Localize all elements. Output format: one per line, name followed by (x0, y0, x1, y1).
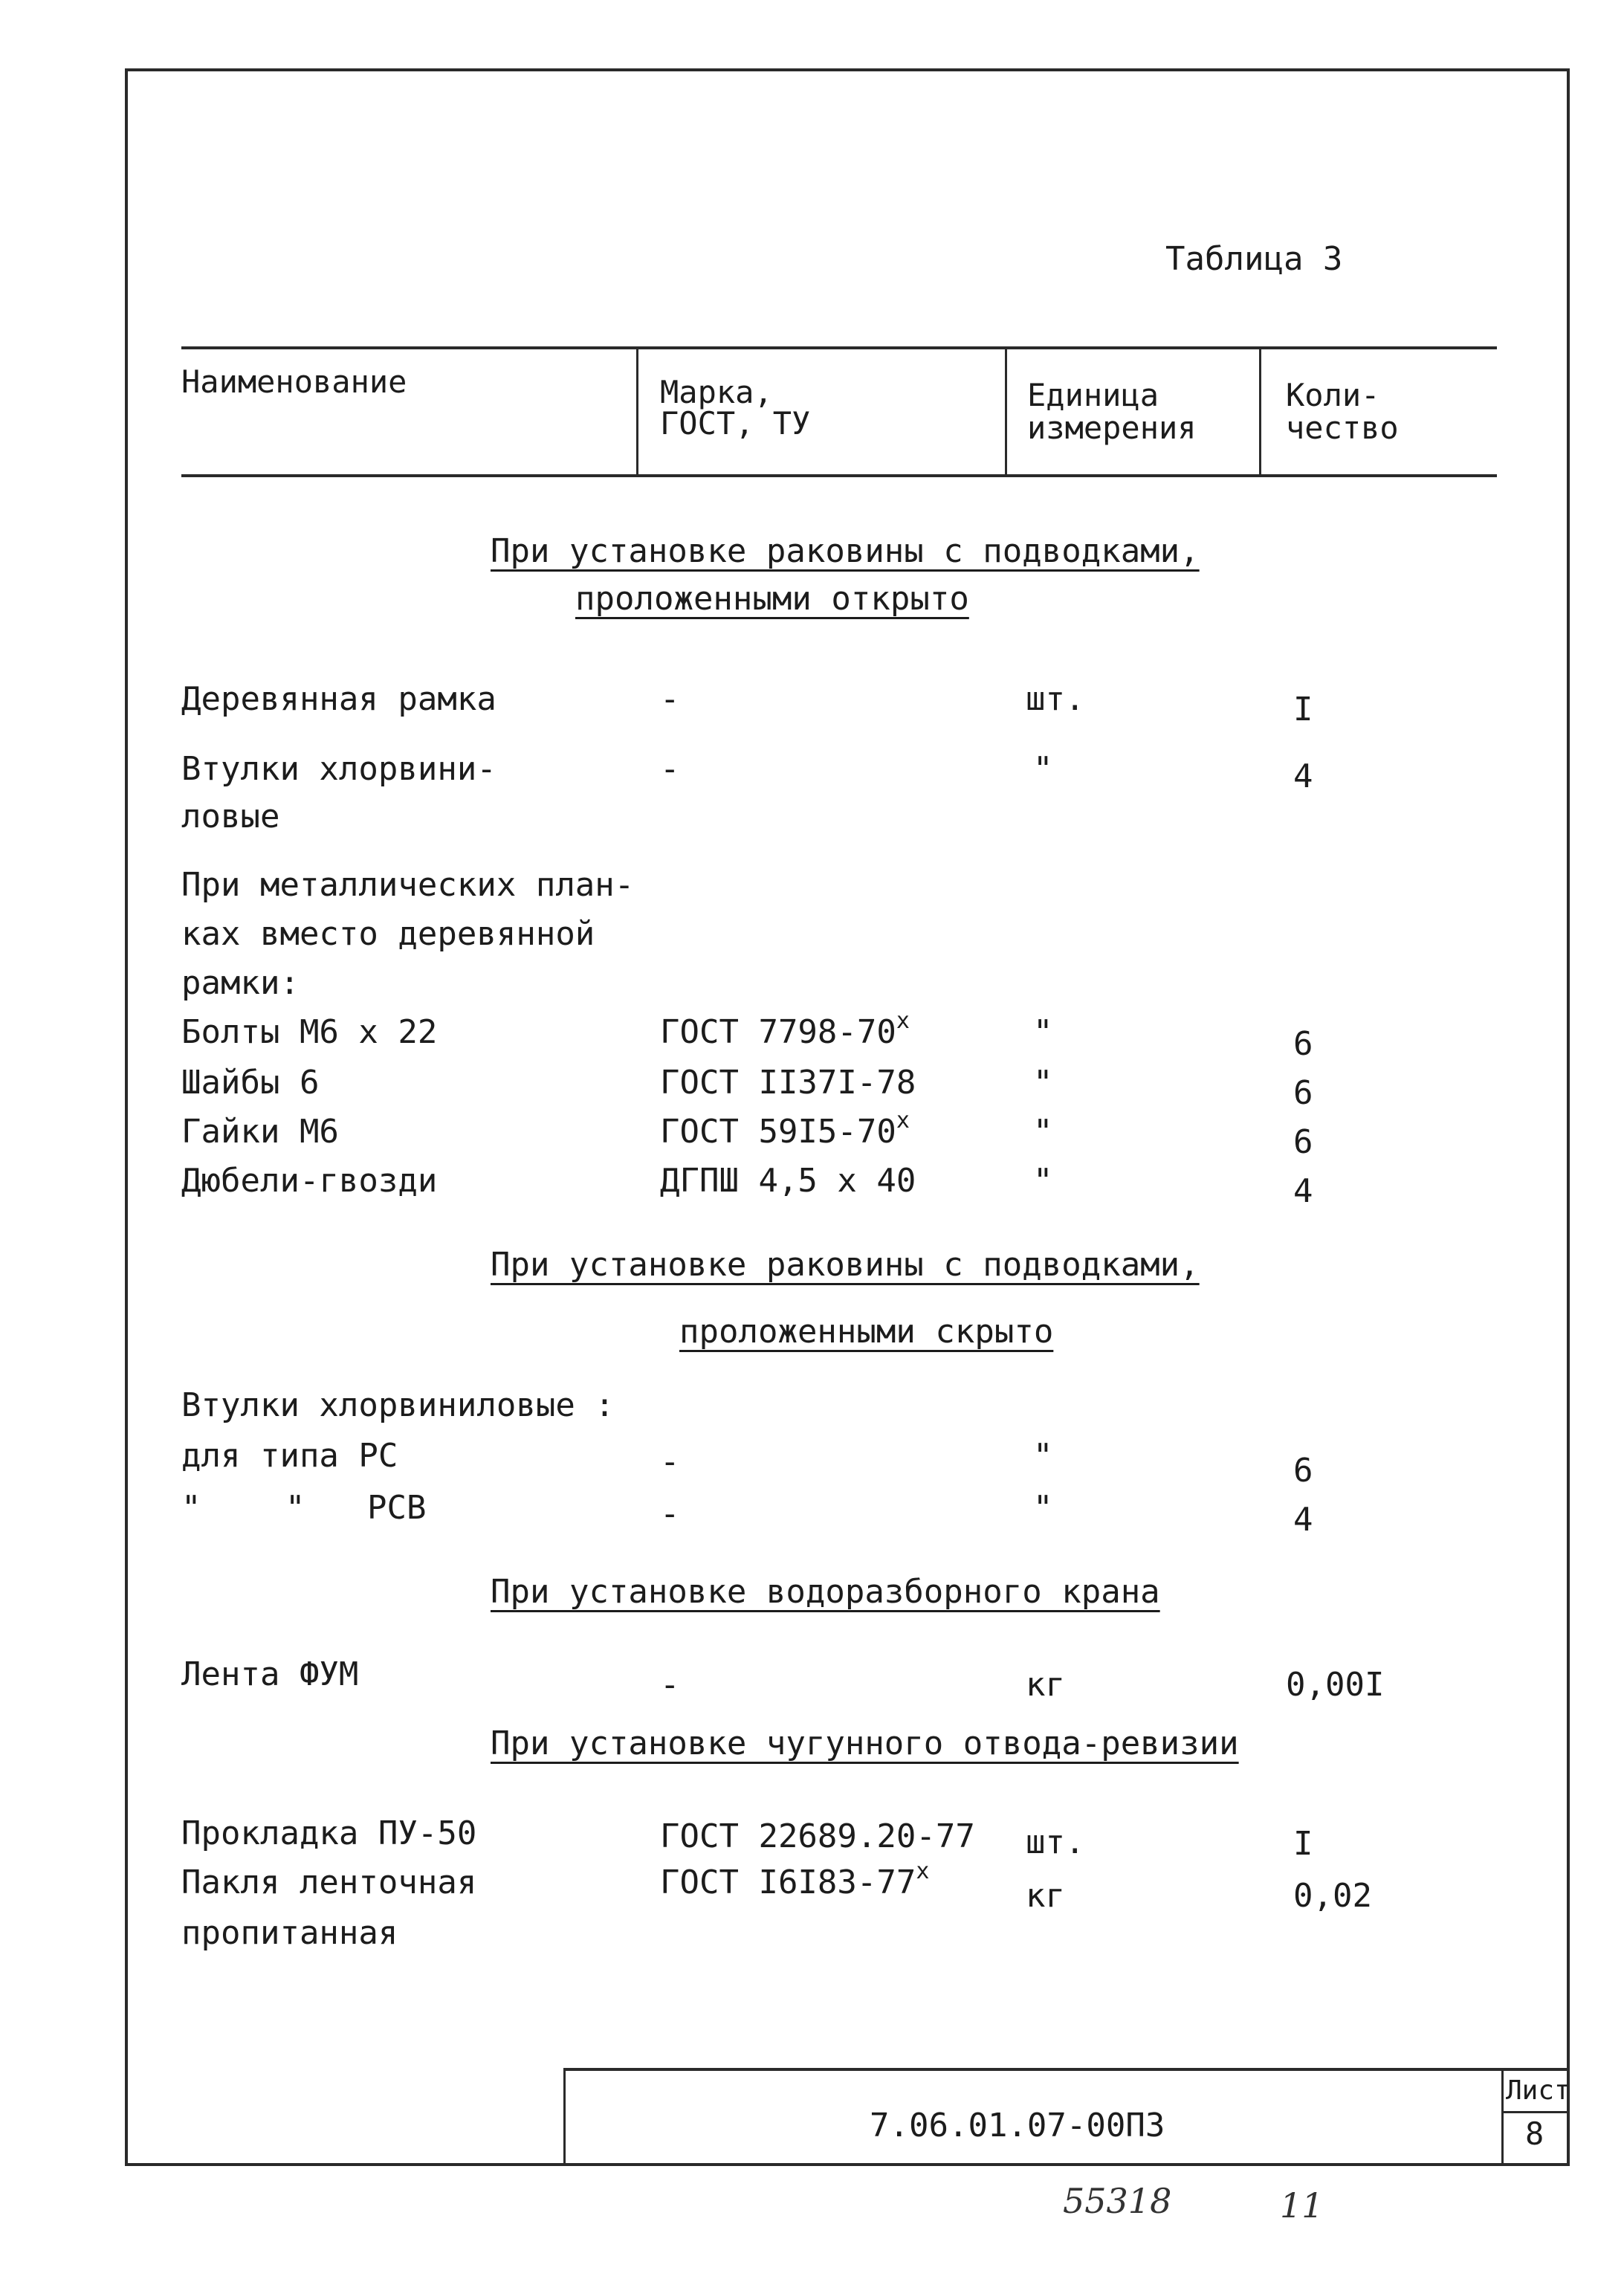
title-block-left-rule (563, 2068, 566, 2165)
row-note-cont: рамки: (181, 964, 300, 1002)
sheet-cell-rule (1501, 2111, 1568, 2113)
row-qty: 6 (1293, 1452, 1313, 1490)
section-title-cont: проложенными открыто (575, 580, 969, 618)
row-unit: шт. (1026, 680, 1085, 718)
section-title-cont: проложенными скрыто (679, 1313, 1054, 1351)
row-name: Дюбели-гвозди (181, 1162, 438, 1200)
section-title: При установке водоразборного крана (491, 1573, 1160, 1611)
row-mark-sup: x (916, 1858, 930, 1884)
row-name: Лента ФУМ (181, 1655, 359, 1693)
frame-right-border (1567, 68, 1570, 2166)
row-name-cont: пропитанная (181, 1914, 398, 1952)
title-block-top-rule (563, 2068, 1567, 2071)
header-name: Наименование (181, 363, 407, 400)
row-qty: I (1293, 1825, 1313, 1863)
row-mark-sup: x (896, 1008, 910, 1034)
row-name: Болты М6 х 22 (181, 1013, 438, 1051)
section-title: При установке раковины с подводками, (491, 532, 1200, 570)
header-divider-3 (1259, 346, 1261, 477)
title-block-sheet-divider (1501, 2068, 1504, 2165)
row-note: При металлических план- (181, 866, 635, 904)
row-mark: ГОСТ 59I5-70$^x$ (660, 1108, 910, 1151)
row-name: Пакля ленточная (181, 1864, 477, 1901)
row-qty: 4 (1293, 757, 1313, 795)
row-mark: ГОСТ 7798-70$^x$ (660, 1008, 910, 1051)
row-name-cont: ловые (181, 798, 280, 835)
frame-bottom-border (125, 2163, 1570, 2166)
document-designation: 7.06.01.07-00ПЗ (870, 2107, 1165, 2144)
row-unit: шт. (1026, 1823, 1085, 1861)
row-name: Деревянная рамка (181, 680, 496, 718)
row-ditto: " (285, 1489, 305, 1527)
header-divider-2 (1005, 346, 1007, 477)
sheet-number: 8 (1525, 2115, 1544, 2152)
row-unit: " (1033, 1489, 1053, 1527)
row-name: Гайки М6 (181, 1113, 339, 1151)
header-qty-line1: Коли- (1286, 377, 1380, 413)
row-unit: " (1033, 750, 1053, 788)
row-mark: ГОСТ II37I-78 (660, 1064, 916, 1102)
row-qty: 6 (1293, 1025, 1313, 1063)
row-mark: ДГПШ 4,5 х 40 (660, 1162, 916, 1200)
section-title: При установке чугунного отвода-ревизии (491, 1725, 1239, 1762)
row-qty: I (1293, 691, 1313, 728)
row-mark-sup: x (896, 1108, 910, 1134)
table-caption: Таблица 3 (1165, 240, 1343, 278)
row-qty: 6 (1293, 1074, 1313, 1112)
handwritten-page-number: 11 (1280, 2185, 1324, 2226)
row-unit: " (1033, 1113, 1053, 1151)
header-qty-line2: чество (1286, 410, 1399, 446)
row-mark: ГОСТ 22689.20-77 (660, 1817, 975, 1855)
row-unit: кг (1026, 1877, 1065, 1915)
row-mark: - (660, 680, 680, 718)
row-mark: - (660, 1443, 680, 1481)
row-unit: " (1033, 1013, 1053, 1051)
section-title: При установке раковины с подводками, (491, 1246, 1200, 1284)
row-name: Втулки хлорвини- (181, 750, 496, 788)
row-mark: - (660, 750, 680, 788)
row-mark: - (660, 1495, 680, 1533)
row-qty: 0,00I (1286, 1666, 1385, 1704)
header-mark-line2: ГОСТ, ТУ (660, 405, 811, 442)
row-unit: " (1033, 1064, 1053, 1102)
row-mark: - (660, 1666, 680, 1704)
header-unit-line1: Единица (1027, 377, 1159, 413)
row-name: РСВ (367, 1489, 427, 1527)
header-unit-line2: измерения (1027, 410, 1197, 446)
row-qty: 0,02 (1293, 1877, 1372, 1915)
row-unit: " (1033, 1437, 1053, 1475)
frame-left-border (125, 68, 128, 2166)
row-qty: 6 (1293, 1123, 1313, 1161)
table-header-top-rule (181, 346, 1497, 349)
header-divider-1 (636, 346, 638, 477)
row-qty: 4 (1293, 1172, 1313, 1210)
row-qty: 4 (1293, 1501, 1313, 1539)
handwritten-archive-number: 55318 (1063, 2181, 1172, 2221)
row-name: для типа РС (181, 1437, 398, 1475)
sheet-label: Лист (1506, 2075, 1570, 2106)
row-mark: ГОСТ I6I83-77$^x$ (660, 1858, 930, 1901)
row-name: Шайбы 6 (181, 1064, 320, 1102)
row-note-cont: ках вместо деревянной (181, 915, 595, 953)
row-unit: " (1033, 1162, 1053, 1200)
row-unit: кг (1026, 1666, 1065, 1704)
header-mark-line1: Марка, (660, 374, 773, 410)
frame-top-border (125, 68, 1570, 71)
row-name: Втулки хлорвиниловые : (181, 1386, 615, 1424)
row-ditto: " (181, 1489, 201, 1527)
row-name: Прокладка ПУ-50 (181, 1814, 477, 1852)
table-header-bottom-rule (181, 474, 1497, 477)
